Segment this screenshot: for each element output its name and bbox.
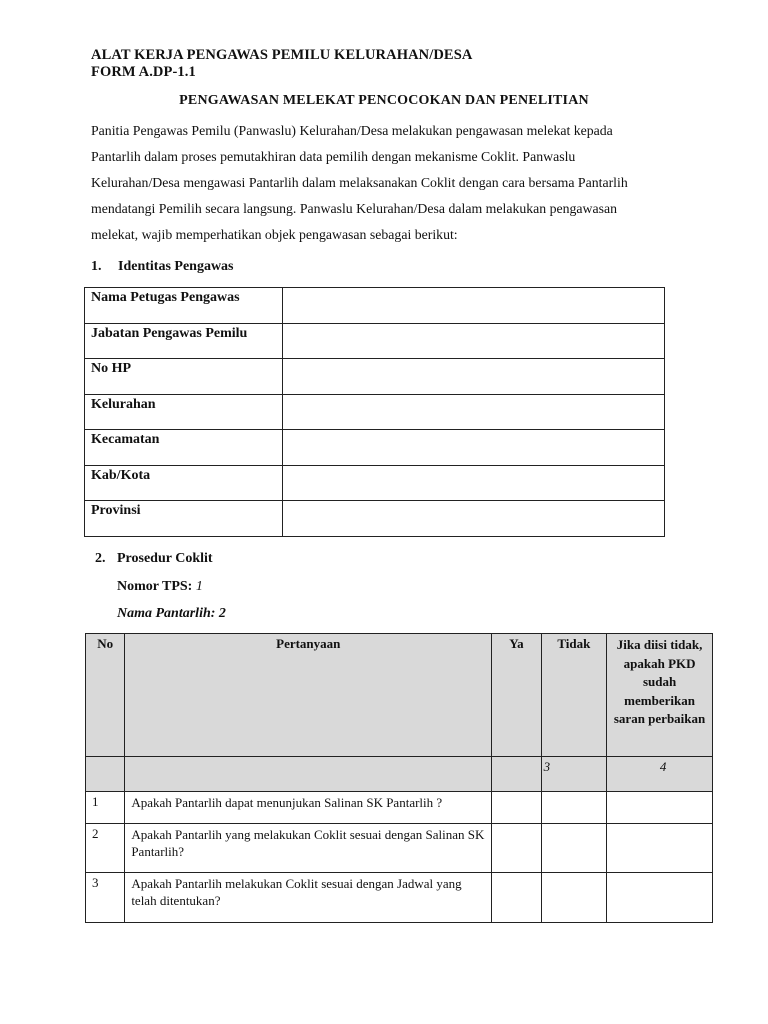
yes-cell[interactable] xyxy=(492,873,541,923)
identity-value-field[interactable] xyxy=(283,501,665,537)
form-code: FORM A.DP-1.1 xyxy=(91,64,196,80)
identity-value-field[interactable] xyxy=(283,288,665,324)
column-number xyxy=(492,757,541,792)
section2-title: Prosedur Coklit xyxy=(117,551,213,566)
tps-label: Nomor TPS: xyxy=(117,579,193,594)
recommendation-cell[interactable] xyxy=(607,824,713,873)
identity-label: No HP xyxy=(85,359,283,395)
identity-value-field[interactable] xyxy=(283,359,665,395)
table-row xyxy=(85,323,665,359)
tps-line xyxy=(117,579,203,595)
table-row xyxy=(86,824,713,873)
pantarlih-line xyxy=(117,606,226,622)
column-number: 3 xyxy=(541,757,607,792)
identity-value-field[interactable] xyxy=(283,323,665,359)
intro-paragraph xyxy=(91,118,691,248)
identity-label: Kab/Kota xyxy=(85,465,283,501)
question-text: Apakah Pantarlih yang melakukan Coklit sesuai dengan Salinan SK Pantarlih? xyxy=(125,824,492,873)
row-number: 2 xyxy=(86,824,125,873)
column-number: 4 xyxy=(607,757,713,792)
recommendation-cell[interactable] xyxy=(607,792,713,824)
table-row xyxy=(85,501,665,537)
table-row xyxy=(85,430,665,466)
table-header-row xyxy=(86,634,713,757)
tps-value: 1 xyxy=(195,579,203,594)
identity-label: Kecamatan xyxy=(85,430,283,466)
column-number-row xyxy=(86,757,713,792)
identity-value-field[interactable] xyxy=(283,430,665,466)
col-header-yes: Ya xyxy=(492,634,541,757)
identity-value-field[interactable] xyxy=(283,394,665,430)
question-text: Apakah Pantarlih dapat menunjukan Salinan SK Pantarlih ? xyxy=(125,792,492,824)
identity-table xyxy=(84,287,665,537)
no-cell[interactable] xyxy=(541,824,607,873)
no-cell[interactable] xyxy=(541,873,607,923)
no-cell[interactable] xyxy=(541,792,607,824)
row-number: 3 xyxy=(86,873,125,923)
column-number xyxy=(125,757,492,792)
intro-line: melekat, wajib memperhatikan objek pengawasan sebagai berikut: xyxy=(91,227,458,242)
intro-line: Pantarlih dalam proses pemutakhiran data pemilih dengan mekanisme Coklit. Panwaslu xyxy=(91,149,576,164)
column-number xyxy=(86,757,125,792)
table-row xyxy=(85,394,665,430)
identity-label: Provinsi xyxy=(85,501,283,537)
section1-title: Identitas Pengawas xyxy=(118,259,234,274)
identity-label: Kelurahan xyxy=(85,394,283,430)
pantarlih-value: 2 xyxy=(218,606,226,621)
page-title: PENGAWASAN MELEKAT PENCOCOKAN DAN PENELITIAN xyxy=(179,93,589,108)
intro-line: mendatangi Pemilih secara langsung. Panwaslu Kelurahan/Desa dalam melakukan pengawasan xyxy=(91,201,618,216)
pantarlih-label: Nama Pantarlih: xyxy=(117,606,216,621)
intro-line: Panitia Pengawas Pemilu (Panwaslu) Kelurahan/Desa melakukan pengawasan melekat kepada xyxy=(91,123,613,138)
table-row xyxy=(86,792,713,824)
table-row xyxy=(86,873,713,923)
identity-label: Nama Petugas Pengawas xyxy=(85,288,283,324)
coklit-question-table xyxy=(85,633,713,923)
form-header-title: ALAT KERJA PENGAWAS PEMILU KELURAHAN/DESA xyxy=(91,47,473,63)
table-row xyxy=(85,465,665,501)
intro-line: Kelurahan/Desa mengawasi Pantarlih dalam melaksanakan Coklit dengan cara bersama Pantarlih xyxy=(91,175,628,190)
identity-value-field[interactable] xyxy=(283,465,665,501)
col-header-recommendation: Jika diisi tidak, apakah PKD sudah memberikan saran perbaikan xyxy=(607,634,713,757)
question-text: Apakah Pantarlih melakukan Coklit sesuai dengan Jadwal yang telah ditentukan? xyxy=(125,873,492,923)
row-number: 1 xyxy=(86,792,125,824)
yes-cell[interactable] xyxy=(492,792,541,824)
section1-number: 1. xyxy=(91,259,102,274)
col-header-question: Pertanyaan xyxy=(125,634,492,757)
yes-cell[interactable] xyxy=(492,824,541,873)
recommendation-cell[interactable] xyxy=(607,873,713,923)
table-row xyxy=(85,359,665,395)
table-row xyxy=(85,288,665,324)
identity-label: Jabatan Pengawas Pemilu xyxy=(85,323,283,359)
col-header-no-answer: Tidak xyxy=(541,634,607,757)
section2-number: 2. xyxy=(95,551,106,566)
col-header-no: No xyxy=(86,634,125,757)
